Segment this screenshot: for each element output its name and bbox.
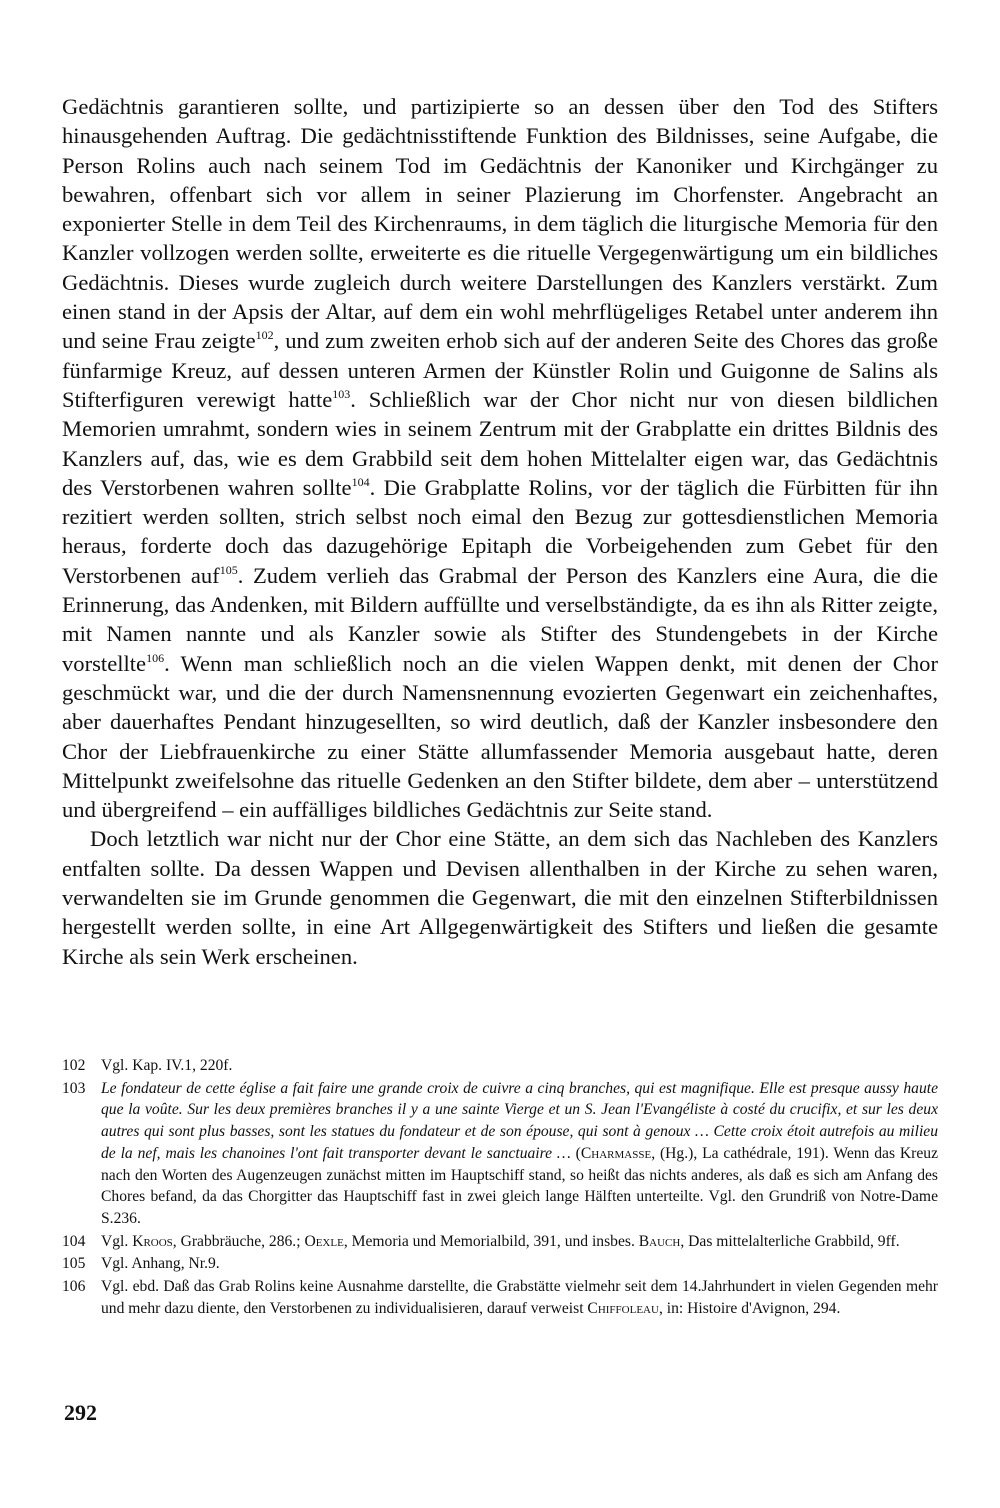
footnote-number: 102 bbox=[62, 1057, 86, 1074]
footnote-text-part: , in: Histoire d'Avignon, 294. bbox=[658, 1299, 841, 1317]
footnote-ref-105: 105 bbox=[219, 562, 238, 577]
footnote-106 bbox=[62, 1276, 938, 1319]
footnote-text bbox=[101, 1276, 938, 1319]
footnote-text-part: , Das mittelalterliche Grabbild, 9ff. bbox=[680, 1232, 900, 1250]
paragraph-2: Doch letztlich war nicht nur der Chor eine Stätte, an dem sich das Nachleben des Kanzlers entfalten sollte. Da dessen Wappen und Devisen allenthalben in der Kirche zu sehen waren, verwandelten sie im Grunde genommen die Gegenwart, die mit den einzelnen Stifterbildnissen hergestellt werden sollte, in eine Art Allgegenwärtigkeit des Stifters und ließen die gesamte Kirche als sein Werk erscheinen. bbox=[62, 826, 938, 969]
author-name: Kroos bbox=[132, 1232, 173, 1250]
footnote-text: Vgl. Anhang, Nr.9. bbox=[101, 1255, 220, 1273]
footnote-text-part: , (Hg.), La cathédrale, 191). Wenn das Kreuz nach den Worten des Augenzeugen zunächst mitten im Hauptschiff stand, so heißt das nichts anderes, als daß es sich am Anfang des Chores befand, da das Chorgitter das Hauptschiff fast in zwei gleich lange Hälften unterteilte. Vgl. den Grundriß von Notre-Dame S.236. bbox=[101, 1144, 938, 1227]
author-name: Oexle bbox=[304, 1232, 344, 1250]
footnote-number: 103 bbox=[62, 1079, 86, 1097]
french-quote: Le fondateur de cette église a fait faire une grande croix de cuivre a cinq branches, qui est magnifique. Elle est presque aussy haute que la voûte. Sur les deux premières branches il y a une sainte Vierge et un S. Jean l'Evangéliste à costé du crucifix, et sur les deux autres qui sont plus basses, sont les statues du fondateur et de son épouse, qui sont à genoux … Cette croix étoit autrefois au milieu de la nef, mais les chanoines l'ont fait transporter devant le sanctuaire … bbox=[101, 1079, 938, 1162]
footnote-ref-103: 103 bbox=[332, 386, 351, 401]
author-name: Charmasse bbox=[580, 1144, 652, 1162]
footnote-number: 105 bbox=[62, 1255, 86, 1273]
footnote-105 bbox=[62, 1253, 938, 1275]
page-number: 292 bbox=[64, 1400, 97, 1425]
paragraph-1-part-c: . Schließlich war der Chor nicht nur von diesen bildlichen Memorien umrahmt, sondern wies in seinem Zentrum mit der Grabplatte ein drittes Bildnis des Kanzlers auf, das, wie es dem Grabbild seit dem hohen Mittelalter eigen war, das Gedächtnis des Verstorbenen wahren sollte bbox=[62, 386, 939, 500]
paragraph-1-part-a: Gedächtnis garantieren sollte, und partizipierte so an dessen über den Tod des Stifters hinausgehenden Auftrag. Die gedächtnisstiftende Funktion des Bildnisses, seine Aufgabe, die Person Rolins auch nach seinem Tod im Gedächtnis der Kanoniker und Kirchgänger zu bewahren, offenbart sich vor allem in seiner Plazierung im Chorfenster. Angebracht an exponierter Stelle in dem Teil des Kirchenraums, in dem täglich die liturgische Memoria für den Kanzler vollzogen werden sollte, erweiterte es die rituelle Vergegenwärtigung um ein bildliches Gedächtnis. Dieses wurde zugleich durch weitere Darstellungen des Kanzlers verstärkt. Zum einen stand in der Apsis der Altar, auf dem ein wohl mehrflügeliges Retabel unter anderem ihn und seine Frau zeigte bbox=[62, 94, 938, 354]
paragraph-1-part-f: . Wenn man schließlich noch an die vielen Wappen denkt, mit denen der Chor geschmückt war, und die der durch Namensnennung evozierten Gegenwart ein zeichenhaftes, aber dauerhaftes Pendant hinzugesellten, so wird deutlich, daß der Kanzler insbesondere den Chor der Liebfrauenkirche zu einer Stätte allumfassender Memoria ausgebaut hatte, deren Mittelpunkt zweifelsohne das rituelle Gedenken an den Stifter bildete, dem aber – unterstützend und übergreifend – ein auffälliges bildliches Gedächtnis zur Seite stand. bbox=[62, 650, 938, 823]
paragraph-1 bbox=[62, 92, 938, 824]
author-name: Chiffoleau bbox=[587, 1299, 659, 1317]
footnote-text-part: Vgl. bbox=[101, 1232, 133, 1250]
footnote-103 bbox=[62, 1078, 938, 1230]
footnote-ref-102: 102 bbox=[255, 328, 274, 343]
footnote-text-part: Vgl. ebd. Daß das Grab Rolins keine Ausnahme darstellte, die Grabstätte vielmehr seit dem 14.Jahrhundert in vielen Gegenden mehr und mehr dazu diente, den Verstorbenen zu individualisieren, darauf verweist bbox=[101, 1278, 938, 1317]
footnote-number: 106 bbox=[62, 1278, 86, 1296]
footnote-102 bbox=[62, 1055, 938, 1077]
footnote-text-part: ( bbox=[570, 1144, 581, 1162]
paragraph-1-part-e: . Zudem verlieh das Grabmal der Person des Kanzlers eine Aura, die die Erinnerung, das Andenken, mit Bildern auffüllte und verselbständigte, da es ihn als Ritter zeigte, mit Namen nannte und als Kanzler sowie als Stifter des Stundengebets in der Kirche vorstellte bbox=[62, 562, 938, 676]
main-text bbox=[62, 92, 938, 971]
footnote-text: Vgl. Kap. IV.1, 220f. bbox=[101, 1057, 233, 1074]
footnotes bbox=[62, 1055, 938, 1320]
footnote-text bbox=[101, 1231, 938, 1253]
footnote-text-part: , Memoria und Memorialbild, 391, und insbes. bbox=[343, 1232, 639, 1250]
footnote-ref-106: 106 bbox=[146, 650, 165, 665]
footnote-text bbox=[101, 1078, 938, 1230]
paragraph-1-part-b: , und zum zweiten erhob sich auf der anderen Seite des Chores das große fünfarmige Kreuz, auf dessen unteren Armen der Künstler Rolin und Guigonne de Salins als Stifterfiguren verewigt hatte bbox=[62, 328, 938, 412]
author-name: Bauch bbox=[638, 1232, 681, 1250]
footnote-ref-104: 104 bbox=[351, 474, 370, 489]
footnote-number: 104 bbox=[62, 1232, 86, 1250]
footnote-text-part: , Grabbräuche, 286.; bbox=[172, 1232, 305, 1250]
footnote-104 bbox=[62, 1231, 938, 1253]
paragraph-1-part-d: . Die Grabplatte Rolins, vor der täglich die Fürbitten für ihn rezitiert werden sollten, strich selbst noch eimal den Bezug zur gottesdienstlichen Memoria heraus, forderte doch das dazugehörige Epitaph die Vorbeigehenden zum Gebet für den Verstorbenen auf bbox=[62, 474, 939, 588]
